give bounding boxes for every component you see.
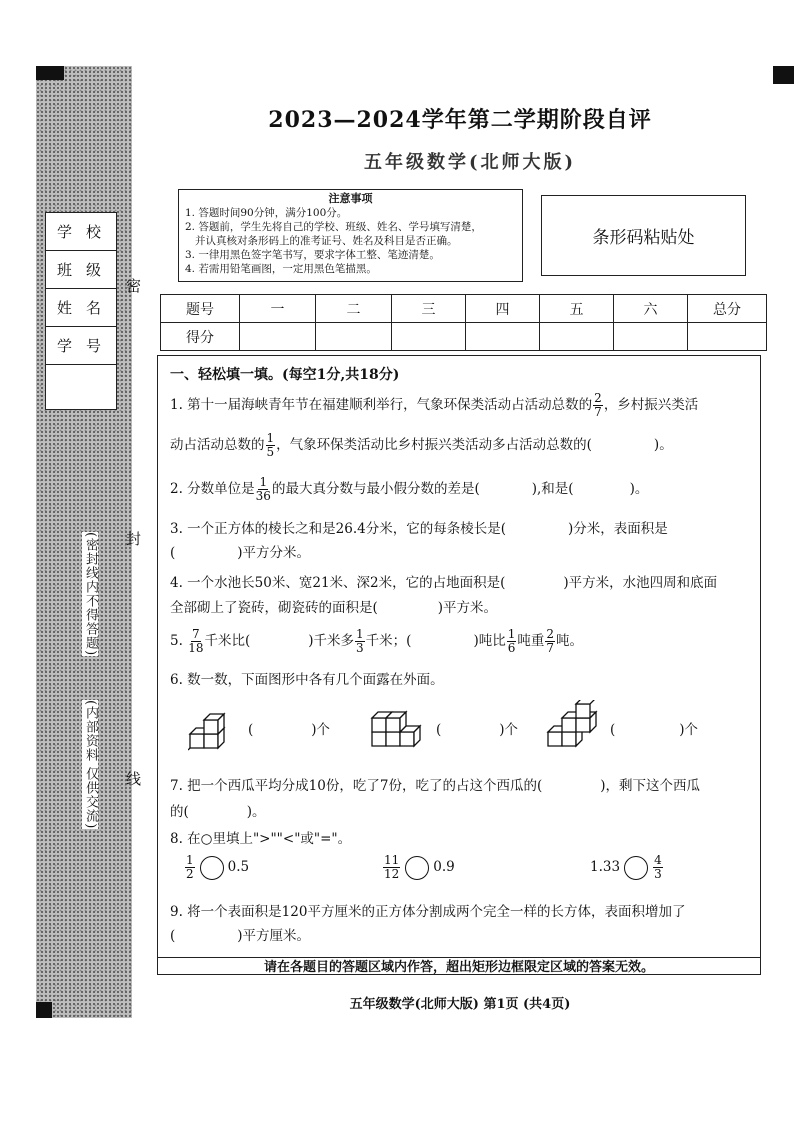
question-9-cont: ( )平方厘米。 [170, 928, 311, 944]
notes-item: 2. 答题前，学生先将自己的学校、班级、姓名、学号填写清楚， [185, 221, 482, 233]
question-1: 1. 第十一届海峡青年节在福建顺利举行，气象环保类活动占活动总数的 $\frac{2}{7}$ ，乡村振兴类活 [170, 391, 699, 419]
question-4: 4. 一个水池长50米、宽21米、深2米，它的占地面积是( )平方米，水池四周和底面 [170, 575, 718, 591]
score-cell[interactable] [240, 323, 316, 351]
barcode-area: 条形码粘贴处 [541, 195, 746, 276]
score-cell[interactable] [688, 323, 767, 351]
question-8: 8. 在○里填上">""<"或"="。 [170, 831, 352, 847]
blank-field [46, 365, 116, 405]
fraction: $\frac{2}{7}$ [546, 627, 555, 655]
score-header: 四 [466, 295, 540, 323]
cube-figure-3 [546, 700, 602, 750]
question-6: 6. 数一数，下面图形中各有几个面露在外面。 [170, 672, 444, 688]
page-footer: 五年级数学(北师大版) 第1页 (共4页) [349, 997, 571, 1012]
question-1-cont: 动占活动总数的 $\frac{1}{5}$ ，气象环保类活动比乡村振兴类活动多占活动总数的( )。 [170, 431, 673, 459]
registration-mark-top [36, 66, 64, 80]
name-field[interactable]: 姓名 [46, 289, 116, 327]
score-header: 总分 [688, 295, 767, 323]
question-7-cont: 的( )。 [170, 804, 266, 820]
fraction: $\frac{1}{3}$ [356, 627, 364, 655]
notes-item: 并认真核对条形码上的准考证号、姓名及科目是否正确。 [195, 235, 458, 247]
compare-item-3: 1.33 $\frac{4}{3}$ [590, 853, 662, 881]
cube-figure-1 [188, 704, 238, 752]
school-field[interactable]: 学校 [46, 213, 116, 251]
compare-item-1: $\frac{1}{2}$ 0.5 [186, 853, 250, 881]
answer-area-warning: 请在各题目的答题区域内作答，超出矩形边框限定区域的答案无效。 [158, 957, 760, 976]
question-7: 7. 把一个西瓜平均分成10份，吃了7份，吃了的占这个西瓜的( )，剩下这个西瓜 [170, 778, 700, 794]
seal-char-3: 线 [126, 770, 142, 788]
question-3: 3. 一个正方体的棱长之和是26.4分米，它的每条棱长是( )分米，表面积是 [170, 521, 668, 537]
question-5: 5. $\frac{7}{18}$ 千米比( )千米多 $\frac{1}{3}$ 千米；( )吨比 $\frac{1}{6}$ 吨重 $\frac{2}{7}$ 吨。 [170, 627, 584, 655]
seal-char-2: 封 [126, 530, 142, 548]
question-3-cont: ( )平方分米。 [170, 545, 311, 561]
score-header: 二 [316, 295, 392, 323]
fraction: $\frac{7}{18}$ [188, 627, 204, 655]
fraction: $\frac{2}{7}$ [594, 391, 602, 419]
registration-mark-bottom [36, 1002, 52, 1018]
compare-circle[interactable] [200, 856, 224, 880]
q6-blank-2[interactable]: ( )个 [436, 722, 519, 738]
student-info-box [45, 212, 117, 410]
q6-blank-1[interactable]: ( )个 [248, 722, 331, 738]
score-header: 五 [540, 295, 614, 323]
page-title: 2023—2024学年第二学期阶段自评 [268, 107, 652, 133]
score-row-label: 得分 [161, 323, 240, 351]
notes-item: 4. 若需用铅笔画图，一定用黑色笔描黑。 [185, 263, 377, 275]
score-header: 三 [392, 295, 466, 323]
registration-mark-right [773, 66, 794, 84]
score-cell[interactable] [540, 323, 614, 351]
compare-circle[interactable] [405, 856, 429, 880]
notes-item: 1. 答题时间90分钟，满分100分。 [185, 207, 348, 219]
seal-note-2: (内部资料 仅供交流) [83, 700, 98, 830]
section-heading: 一、轻松填一填。(每空1分,共18分) [170, 367, 400, 383]
class-field[interactable]: 班级 [46, 251, 116, 289]
score-cell[interactable] [316, 323, 392, 351]
seal-note-1: (密封线内不得答题) [83, 532, 98, 657]
score-header: 题号 [161, 295, 240, 323]
score-cell[interactable] [466, 323, 540, 351]
fraction: $\frac{1}{5}$ [266, 431, 275, 459]
score-table [160, 294, 767, 351]
cube-figure-2 [370, 700, 426, 750]
compare-circle[interactable] [624, 856, 648, 880]
question-9: 9. 将一个表面积是120平方厘米的正方体分割成两个完全一样的长方体，表面积增加了 [170, 904, 686, 920]
notes-box [178, 189, 523, 282]
fraction: $\frac{1}{6}$ [507, 627, 516, 655]
score-cell[interactable] [392, 323, 466, 351]
notes-item: 3. 一律用黑色签字笔书写，要求字体工整、笔迹清楚。 [185, 249, 440, 261]
student-id-field[interactable]: 学号 [46, 327, 116, 365]
question-2: 2. 分数单位是 $\frac{1}{36}$ 的最大真分数与最小假分数的差是( ),和是( )。 [170, 475, 649, 503]
score-header: 六 [614, 295, 688, 323]
notes-title: 注意事项 [328, 192, 373, 205]
q6-blank-3[interactable]: ( )个 [610, 722, 699, 738]
compare-item-2: $\frac{11}{12}$ 0.9 [384, 853, 455, 881]
fraction: $\frac{1}{36}$ [255, 475, 271, 503]
seal-char-1: 密 [126, 277, 142, 295]
page-subtitle: 五年级数学(北师大版) [363, 152, 577, 173]
score-cell[interactable] [614, 323, 688, 351]
score-header: 一 [240, 295, 316, 323]
question-4-cont: 全部砌上了瓷砖，砌瓷砖的面积是( )平方米。 [170, 600, 498, 616]
